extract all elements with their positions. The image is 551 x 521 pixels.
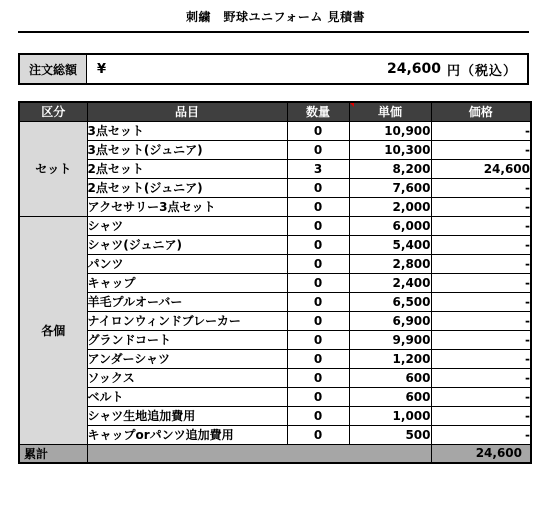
quantity-cell[interactable]: 0 bbox=[287, 140, 349, 159]
item-name-cell[interactable]: ソックス bbox=[87, 368, 287, 387]
table-row bbox=[19, 159, 531, 178]
quantity-cell[interactable]: 0 bbox=[287, 368, 349, 387]
quantity-cell[interactable]: 0 bbox=[287, 387, 349, 406]
unit-price-cell[interactable]: 600 bbox=[349, 387, 431, 406]
table-row bbox=[19, 349, 531, 368]
header-category: 区分 bbox=[19, 102, 87, 121]
header-item: 品目 bbox=[87, 102, 287, 121]
unit-price-cell[interactable]: 6,500 bbox=[349, 292, 431, 311]
unit-price-cell[interactable]: 2,800 bbox=[349, 254, 431, 273]
item-name-cell[interactable]: 3点セット bbox=[87, 121, 287, 140]
table-row bbox=[19, 216, 531, 235]
table-header-row bbox=[19, 102, 531, 121]
quantity-cell[interactable]: 0 bbox=[287, 121, 349, 140]
price-cell[interactable]: - bbox=[431, 235, 531, 254]
price-cell[interactable]: - bbox=[431, 273, 531, 292]
item-name-cell[interactable]: シャツ生地追加費用 bbox=[87, 406, 287, 425]
comment-indicator bbox=[350, 103, 354, 107]
item-name-cell[interactable]: 2点セット bbox=[87, 159, 287, 178]
estimate-table bbox=[18, 101, 532, 464]
header-qty: 数量 bbox=[287, 102, 349, 121]
table-footer-row bbox=[19, 444, 531, 463]
item-name-cell[interactable]: アクセサリー3点セット bbox=[87, 197, 287, 216]
unit-price-cell[interactable]: 7,600 bbox=[349, 178, 431, 197]
price-cell[interactable]: - bbox=[431, 197, 531, 216]
table-row bbox=[19, 387, 531, 406]
quantity-cell[interactable]: 0 bbox=[287, 292, 349, 311]
quantity-cell[interactable]: 0 bbox=[287, 349, 349, 368]
price-cell[interactable]: - bbox=[431, 254, 531, 273]
item-name-cell[interactable]: アンダーシャツ bbox=[87, 349, 287, 368]
item-name-cell[interactable]: パンツ bbox=[87, 254, 287, 273]
category-cell: セット bbox=[19, 121, 87, 216]
price-cell[interactable]: - bbox=[431, 292, 531, 311]
quantity-cell[interactable]: 0 bbox=[287, 235, 349, 254]
header-unit-price: 単価 bbox=[349, 102, 431, 121]
unit-price-cell[interactable]: 10,300 bbox=[349, 140, 431, 159]
unit-price-cell[interactable]: 600 bbox=[349, 368, 431, 387]
item-name-cell[interactable]: キャップorパンツ追加費用 bbox=[87, 425, 287, 444]
unit-price-cell[interactable]: 1,000 bbox=[349, 406, 431, 425]
cumulative-total-value: 24,600 bbox=[431, 444, 531, 463]
price-cell[interactable]: - bbox=[431, 178, 531, 197]
order-total-box bbox=[18, 53, 529, 85]
quantity-cell[interactable]: 0 bbox=[287, 178, 349, 197]
table-row bbox=[19, 311, 531, 330]
currency-symbol: ¥ bbox=[97, 61, 107, 77]
table-row bbox=[19, 368, 531, 387]
quantity-cell[interactable]: 0 bbox=[287, 330, 349, 349]
item-name-cell[interactable]: 羊毛プルオーバー bbox=[87, 292, 287, 311]
quantity-cell[interactable]: 0 bbox=[287, 425, 349, 444]
unit-price-cell[interactable]: 9,900 bbox=[349, 330, 431, 349]
quantity-cell[interactable]: 0 bbox=[287, 197, 349, 216]
unit-price-cell[interactable]: 5,400 bbox=[349, 235, 431, 254]
price-cell[interactable]: - bbox=[431, 121, 531, 140]
quantity-cell[interactable]: 0 bbox=[287, 406, 349, 425]
price-cell[interactable]: - bbox=[431, 140, 531, 159]
price-cell[interactable]: - bbox=[431, 406, 531, 425]
price-cell[interactable]: - bbox=[431, 330, 531, 349]
category-cell: 各個 bbox=[19, 216, 87, 444]
table-row bbox=[19, 197, 531, 216]
item-name-cell[interactable]: 2点セット(ジュニア) bbox=[87, 178, 287, 197]
cumulative-total-label: 累計 bbox=[19, 444, 87, 463]
table-row bbox=[19, 235, 531, 254]
price-cell[interactable]: - bbox=[431, 425, 531, 444]
item-name-cell[interactable]: 3点セット(ジュニア) bbox=[87, 140, 287, 159]
quantity-cell[interactable]: 0 bbox=[287, 273, 349, 292]
table-row bbox=[19, 140, 531, 159]
item-name-cell[interactable]: シャツ(ジュニア) bbox=[87, 235, 287, 254]
table-row bbox=[19, 406, 531, 425]
unit-price-cell[interactable]: 6,000 bbox=[349, 216, 431, 235]
unit-price-cell[interactable]: 1,200 bbox=[349, 349, 431, 368]
order-total-label: 注文総額 bbox=[20, 55, 87, 83]
order-total-amount: 24,600 bbox=[386, 61, 441, 77]
price-cell[interactable]: - bbox=[431, 216, 531, 235]
price-cell[interactable]: - bbox=[431, 368, 531, 387]
item-name-cell[interactable]: キャップ bbox=[87, 273, 287, 292]
unit-price-cell[interactable]: 6,900 bbox=[349, 311, 431, 330]
table-row bbox=[19, 178, 531, 197]
unit-price-cell[interactable]: 2,400 bbox=[349, 273, 431, 292]
price-cell[interactable]: 24,600 bbox=[431, 159, 531, 178]
price-cell[interactable]: - bbox=[431, 349, 531, 368]
quantity-cell[interactable]: 0 bbox=[287, 216, 349, 235]
table-row bbox=[19, 121, 531, 140]
price-cell[interactable]: - bbox=[431, 311, 531, 330]
table-row bbox=[19, 330, 531, 349]
unit-price-cell[interactable]: 500 bbox=[349, 425, 431, 444]
quantity-cell[interactable]: 0 bbox=[287, 311, 349, 330]
unit-price-cell[interactable]: 2,000 bbox=[349, 197, 431, 216]
price-cell[interactable]: - bbox=[431, 387, 531, 406]
title-divider bbox=[18, 31, 529, 33]
table-row bbox=[19, 254, 531, 273]
item-name-cell[interactable]: ナイロンウィンドブレーカー bbox=[87, 311, 287, 330]
table-row bbox=[19, 425, 531, 444]
footer-empty-cell bbox=[87, 444, 431, 463]
quantity-cell[interactable]: 3 bbox=[287, 159, 349, 178]
item-name-cell[interactable]: ベルト bbox=[87, 387, 287, 406]
header-price: 価格 bbox=[431, 102, 531, 121]
unit-price-cell[interactable]: 8,200 bbox=[349, 159, 431, 178]
quantity-cell[interactable]: 0 bbox=[287, 254, 349, 273]
item-name-cell[interactable]: シャツ bbox=[87, 216, 287, 235]
document-title: 刺繍 野球ユニフォーム 見積書 bbox=[185, 10, 366, 24]
unit-price-cell[interactable]: 10,900 bbox=[349, 121, 431, 140]
item-name-cell[interactable]: グランドコート bbox=[87, 330, 287, 349]
order-total-unit: 円（税込） bbox=[447, 63, 518, 79]
table-row bbox=[19, 292, 531, 311]
table-row bbox=[19, 273, 531, 292]
